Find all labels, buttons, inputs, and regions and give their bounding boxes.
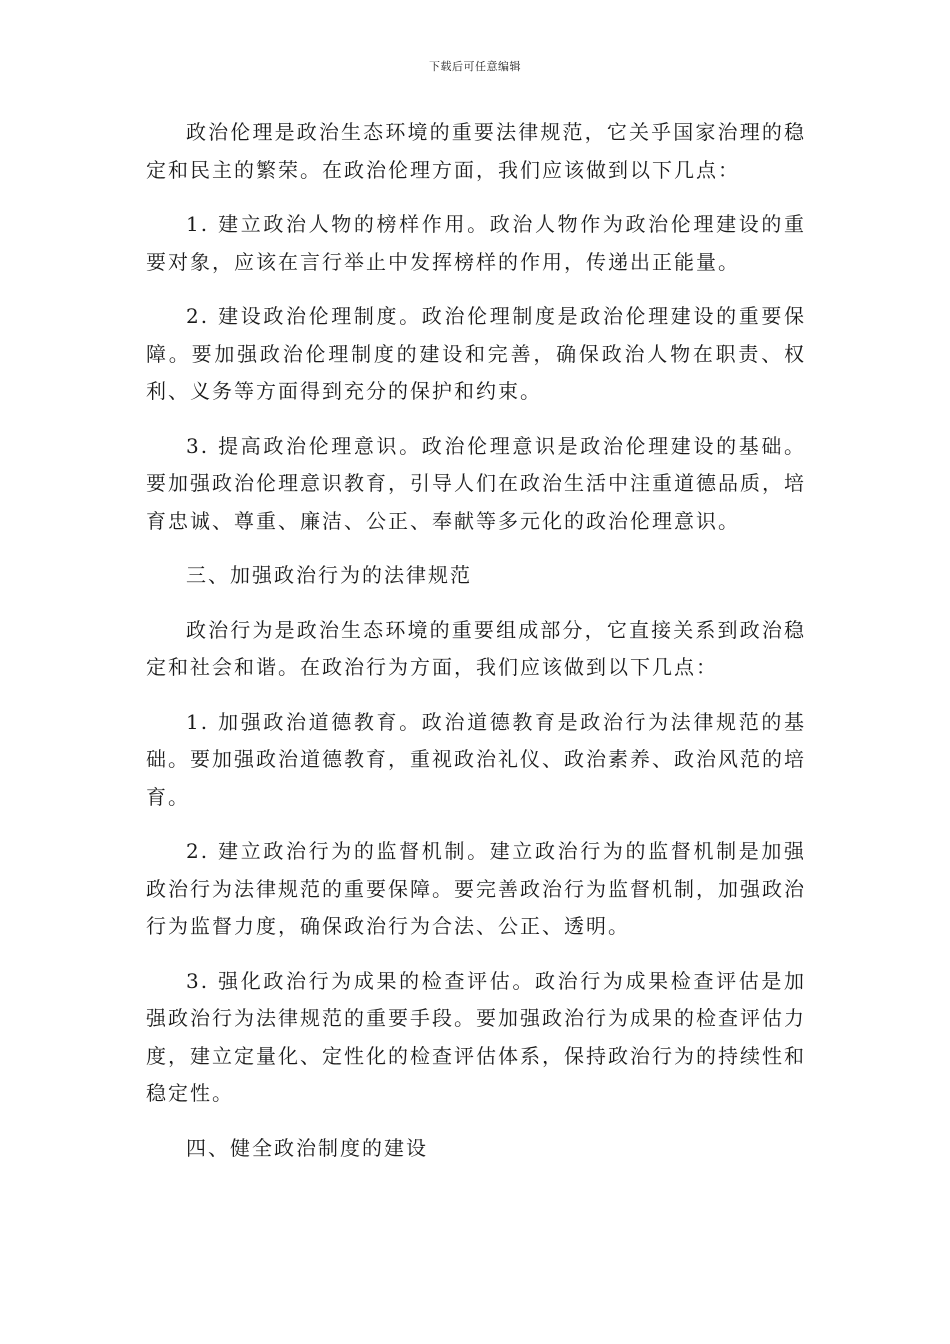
paragraph-ethics-point-1: 1. 建立政治人物的榜样作用。政治人物作为政治伦理建设的重要对象，应该在言行举止中发挥榜样的作用，传递出正能量。 xyxy=(146,212,806,274)
page-header: 下载后可任意编辑 xyxy=(429,60,521,73)
paragraph-ethics-intro: 政治伦理是政治生态环境的重要法律规范，它关乎国家治理的稳定和民主的繁荣。在政治伦理方面，我们应该做到以下几点： xyxy=(146,120,806,182)
paragraph-behavior-point-1: 1. 加强政治道德教育。政治道德教育是政治行为法律规范的基础。要加强政治道德教育，重视政治礼仪、政治素养、政治风范的培育。 xyxy=(146,709,806,809)
section-heading-3: 三、加强政治行为的法律规范 xyxy=(186,563,472,587)
paragraph-behavior-point-2: 2. 建立政治行为的监督机制。建立政治行为的监督机制是加强政治行为法律规范的重要保障。要完善政治行为监督机制，加强政治行为监督力度，确保政治行为合法、公正、透明。 xyxy=(146,839,806,938)
document-body xyxy=(146,114,806,1184)
paragraph-behavior-point-3: 3. 强化政治行为成果的检查评估。政治行为成果检查评估是加强政治行为法律规范的重要手段。要加强政治行为成果的检查评估力度，建立定量化、定性化的检查评估体系，保持政治行为的持续性和稳定性。 xyxy=(146,968,806,1105)
paragraph-ethics-point-3: 3. 提高政治伦理意识。政治伦理意识是政治伦理建设的基础。要加强政治伦理意识教育，引导人们在政治生活中注重道德品质，培育忠诚、尊重、廉洁、公正、奉献等多元化的政治伦理意识。 xyxy=(146,433,806,533)
paragraph-behavior-intro: 政治行为是政治生态环境的重要组成部分，它直接关系到政治稳定和社会和谐。在政治行为方面，我们应该做到以下几点： xyxy=(146,617,806,679)
section-heading-4: 四、健全政治制度的建设 xyxy=(186,1135,428,1160)
paragraph-ethics-point-2: 2. 建设政治伦理制度。政治伦理制度是政治伦理建设的重要保障。要加强政治伦理制度的建设和完善，确保政治人物在职责、权利、义务等方面得到充分的保护和约束。 xyxy=(146,304,806,403)
